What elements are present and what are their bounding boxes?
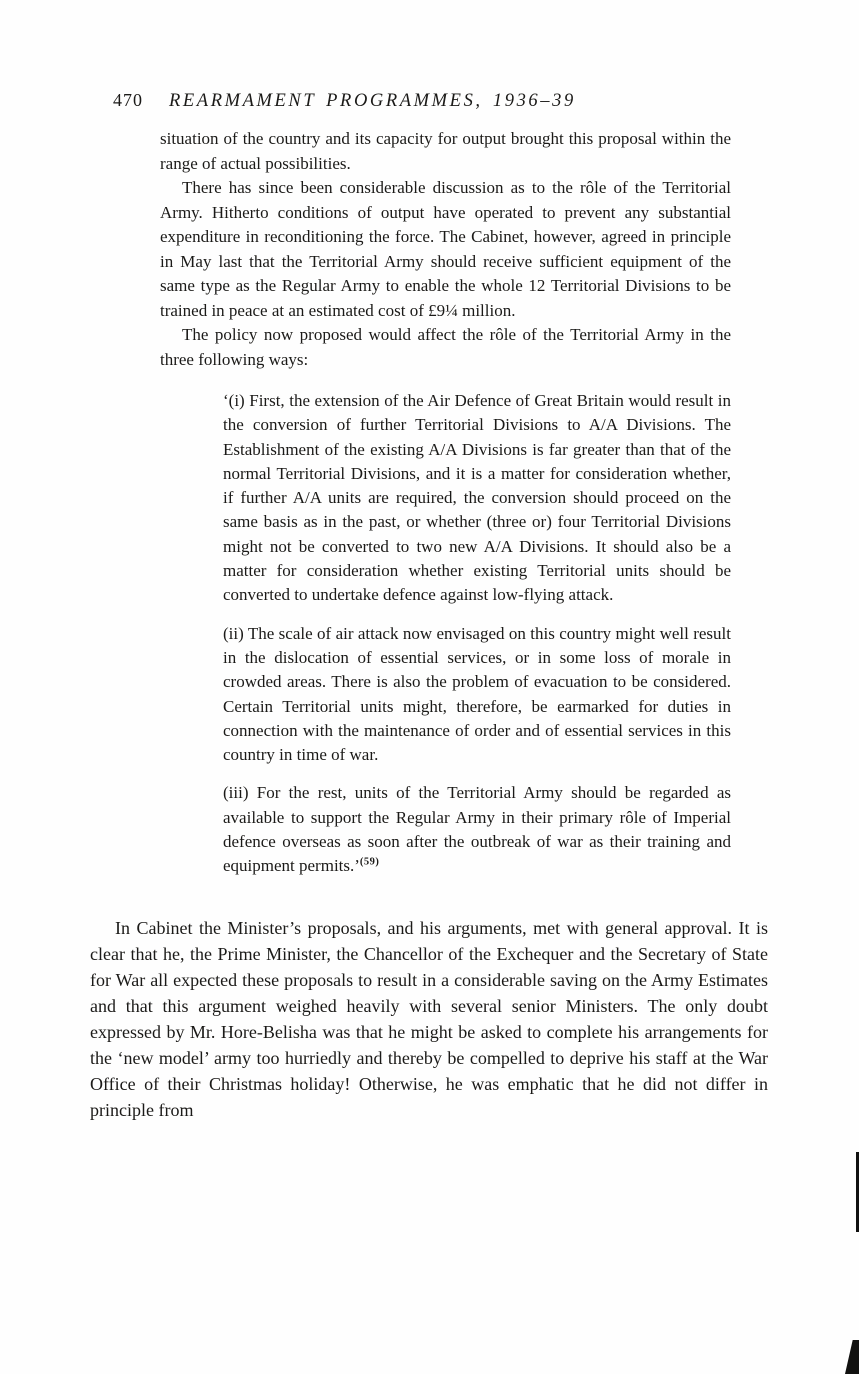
- quotation-paragraph-continuation: situation of the country and its capacity for output brought this proposal within the range of actual possibilities.: [160, 129, 731, 173]
- quotation-item-i-text: ‘(i) First, the extension of the Air Defence of Great Britain would result in the conversion of further Territorial Divisions to A/A Divisions. The Establishment of the existing A/A Divisions is far greater than that of the normal Territorial Divisions, and it is a matter for consideration whether, if further A/A units are required, the conversion should proceed on the same basis as in the past, or whether (three or) four Territorial Divisions might not be converted to two new A/A Divisions. It should also be a matter for consideration whether existing Territorial units should be converted to undertake defence against low-flying attack.: [223, 391, 731, 605]
- quotation-item-list: [160, 389, 731, 879]
- quotation-paragraph-policy-intro: The policy now proposed would affect the rôle of the Territorial Army in the three following ways:: [160, 325, 731, 369]
- quotation-item-i: [223, 389, 731, 608]
- quotation-item-iii-text: [223, 781, 731, 878]
- quotation-block: [160, 127, 731, 879]
- main-text-paragraph: In Cabinet the Minister’s proposals, and his arguments, met with general approval. It is clear that he, the Prime Minister, the Chancellor of the Exchequer and the Secretary of State for War all expected these proposals to result in a considerable saving on the Army Estimates and that this argument weighed heavily with several senior Ministers. The only doubt expressed by Mr. Hore-Belisha was that he might be asked to complete his arrangements for the ‘new model’ army too hurriedly and thereby be compelled to deprive his staff at the War Office of their Christmas holiday! Otherwise, he was emphatic that he did not differ in principle from: [90, 917, 768, 1120]
- page-header: [90, 90, 768, 112]
- quotation-item-ii: [223, 622, 731, 768]
- running-head: REARMAMENT PROGRAMMES, 1936–39: [169, 91, 576, 111]
- quotation-paragraph-territorial-army: There has since been considerable discussion as to the rôle of the Territorial Army. Hitherto conditions of output have operated to prevent any substantial expenditure in reconditioning the force. The Cabinet, however, agreed in principle in May last that the Territorial Army should receive sufficient equipment of the same type as the Regular Army to enable the whole 12 Territorial Divisions to be trained in peace at an estimated cost of £9¼ million.: [160, 178, 731, 320]
- quotation-item-iii-text-span: (iii) For the rest, units of the Territorial Army should be regarded as available to support the Regular Army in their primary rôle of Imperial defence overseas as soon after the outbreak of war as their training and equipment permits.’: [223, 783, 731, 876]
- quotation-item-ii-text: (ii) The scale of air attack now envisaged on this country might well result in the dislocation of essential services, or in some loss of morale in crowded areas. There is also the problem of evacuation to be considered. Certain Territorial units might, therefore, be earmarked for duties in connection with the maintenance of order and of essential services in this country in time of war.: [223, 623, 731, 765]
- quotation-item-iii: [223, 781, 731, 878]
- footnote-reference: (59): [359, 856, 380, 868]
- page-number: 470: [113, 90, 143, 110]
- scan-artifact-bottom-right-corner: [845, 1340, 859, 1374]
